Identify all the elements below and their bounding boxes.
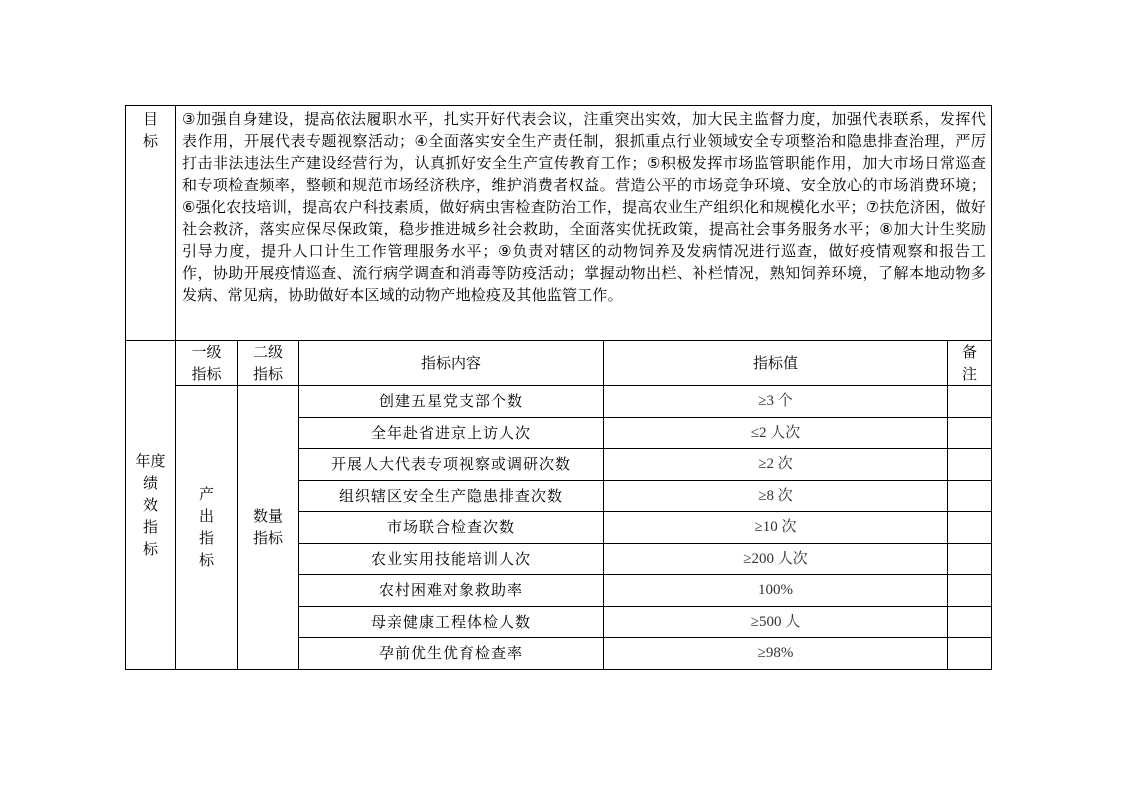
indicator-content: 开展人大代表专项视察或调研次数 [299,449,604,481]
goal-text: ③加强自身建设，提高依法履职水平，扎实开好代表会议，注重突出实效，加大民主监督力度，加强代表联系，发挥代表作用，开展代表专题视察活动；④全面落实安全生产责任制，狠抓重点行业领域安全专项整治和隐患排查治理，严厉打击非法违法生产建设经营行为，认真抓好安全生产宣传教育工作；⑤积极发挥市场监管职能作用，加大市场日常巡查和专项检查频率，整顿和规范市场经济秩序，维护消费者权益。营造公平的市场竞争环境、安全放心的市场消费环境；⑥强化农技培训，提高农户科技素质，做好病虫害检查防治工作，提高农业生产组织化和规模化水平；⑦扶危济困，做好社会救济，落实应保尽保政策，稳步推进城乡社会救助，全面落实优抚政策，提高社会事务服务水平；⑧加大计生奖励引导力度，提升人口计生工作管理服务水平；⑨负责对辖区的动物饲养及发病情况进行巡查，做好疫情观察和报告工作，协助开展疫情巡查、流行病学调查和消毒等防疫活动；掌握动物出栏、补栏情况，熟知饲养环境，了解本地动物多发病、常见病，协助做好本区域的动物产地检疫及其他监管工作。 [176,106,992,341]
level1-line: 出 [198,507,214,526]
level1-line: 产 [198,485,214,504]
indicator-value: ≥3 个 [604,386,948,418]
annual-label-line: 标 [142,539,158,558]
indicator-value: ≥10 次 [604,512,948,544]
header-value: 指标值 [604,341,948,386]
performance-table [125,105,992,670]
annual-label-line: 绩 [142,473,158,492]
goal-label-line: 标 [142,132,158,150]
annual-label-line: 效 [142,495,158,514]
level2-line: 数量 [252,507,283,526]
indicator-content: 母亲健康工程体检人数 [299,606,604,638]
header-remark-line: 注 [962,365,978,383]
indicator-remark [948,606,992,638]
indicator-content: 组织辖区安全生产隐患排查次数 [299,480,604,512]
indicator-remark [948,449,992,481]
level2-line: 指标 [252,529,283,548]
header-content: 指标内容 [299,341,604,386]
goal-row [126,106,992,341]
table-row [126,386,992,418]
indicator-value: ≥200 人次 [604,543,948,575]
indicator-content: 农业实用技能培训人次 [299,543,604,575]
level1-output-indicator [176,386,238,670]
indicator-value: 100% [604,575,948,607]
indicator-remark [948,638,992,670]
header-level1-line: 指标 [191,365,222,383]
level1-line: 指 [198,529,214,548]
header-level2-line: 二级 [252,343,283,361]
indicator-remark [948,512,992,544]
indicator-remark [948,386,992,418]
annual-label-line: 年度 [135,451,166,470]
indicator-content: 农村困难对象救助率 [299,575,604,607]
header-remark-line: 备 [962,343,978,361]
header-level2 [238,341,299,386]
annual-performance-label [126,341,176,670]
indicator-value: ≤2 人次 [604,417,948,449]
indicator-value: ≥8 次 [604,480,948,512]
indicator-value: ≥500 人 [604,606,948,638]
header-level1 [176,341,238,386]
level1-line: 标 [198,551,214,570]
indicator-content: 全年赴省进京上访人次 [299,417,604,449]
indicator-content: 孕前优生优育检查率 [299,638,604,670]
indicator-content: 创建五星党支部个数 [299,386,604,418]
indicator-content: 市场联合检查次数 [299,512,604,544]
level2-quantity-indicator [238,386,299,670]
goal-label-line: 目 [142,110,158,128]
indicator-remark [948,575,992,607]
goal-label [126,106,176,341]
indicator-remark [948,480,992,512]
indicator-value: ≥98% [604,638,948,670]
annual-label-line: 指 [142,517,158,536]
indicator-value: ≥2 次 [604,449,948,481]
indicator-remark [948,417,992,449]
header-remark [948,341,992,386]
header-row [126,341,992,386]
indicator-remark [948,543,992,575]
header-level2-line: 指标 [252,365,283,383]
header-level1-line: 一级 [191,343,222,361]
